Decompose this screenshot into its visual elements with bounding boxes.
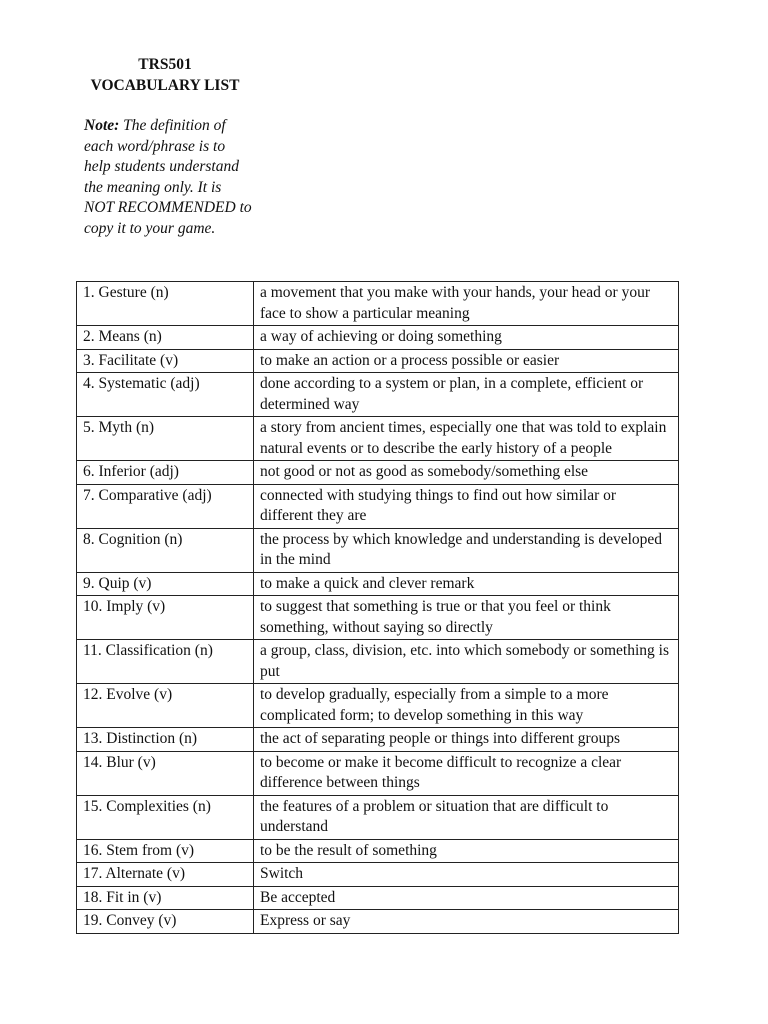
table-row	[77, 461, 679, 485]
vocab-term: 5. Myth (n)	[77, 417, 254, 461]
vocab-definition: to suggest that something is true or that you feel or think something, without saying so directly	[254, 596, 679, 640]
vocab-definition: the features of a problem or situation that are difficult to understand	[254, 795, 679, 839]
vocab-definition: a movement that you make with your hands, your head or your face to show a particular meaning	[254, 282, 679, 326]
vocab-term: 13. Distinction (n)	[77, 728, 254, 752]
vocab-definition: to develop gradually, especially from a simple to a more complicated form; to develop something in this way	[254, 684, 679, 728]
vocab-term: 7. Comparative (adj)	[77, 484, 254, 528]
table-row	[77, 839, 679, 863]
vocab-term: 3. Facilitate (v)	[77, 349, 254, 373]
vocab-term: 17. Alternate (v)	[77, 863, 254, 887]
vocab-definition: to make a quick and clever remark	[254, 572, 679, 596]
vocab-term: 14. Blur (v)	[77, 751, 254, 795]
table-row	[77, 326, 679, 350]
table-row	[77, 596, 679, 640]
table-row	[77, 684, 679, 728]
vocab-definition: to make an action or a process possible or easier	[254, 349, 679, 373]
table-row	[77, 349, 679, 373]
vocab-definition: to become or make it become difficult to recognize a clear difference between things	[254, 751, 679, 795]
vocab-term: 16. Stem from (v)	[77, 839, 254, 863]
vocab-definition: a story from ancient times, especially one that was told to explain natural events or to describe the early history of a people	[254, 417, 679, 461]
vocab-term: 15. Complexities (n)	[77, 795, 254, 839]
vocabulary-table	[76, 281, 679, 934]
table-row	[77, 484, 679, 528]
note-text: The definition of each word/phrase is to help students understand the meaning only. It is NOT RECOMMENDED to copy it to your game.	[84, 117, 252, 237]
course-code: TRS501	[138, 56, 192, 73]
table-row	[77, 417, 679, 461]
document-title	[82, 54, 248, 96]
table-row	[77, 751, 679, 795]
table-row	[77, 795, 679, 839]
table-row	[77, 728, 679, 752]
vocab-definition: connected with studying things to find out how similar or different they are	[254, 484, 679, 528]
vocab-term: 9. Quip (v)	[77, 572, 254, 596]
vocab-definition: not good or not as good as somebody/something else	[254, 461, 679, 485]
vocab-definition: Switch	[254, 863, 679, 887]
vocab-definition: Be accepted	[254, 886, 679, 910]
vocab-term: 11. Classification (n)	[77, 640, 254, 684]
table-row	[77, 886, 679, 910]
vocab-definition: the act of separating people or things into different groups	[254, 728, 679, 752]
vocab-definition: done according to a system or plan, in a complete, efficient or determined way	[254, 373, 679, 417]
vocab-term: 19. Convey (v)	[77, 910, 254, 934]
table-row	[77, 910, 679, 934]
vocab-term: 8. Cognition (n)	[77, 528, 254, 572]
vocab-term: 2. Means (n)	[77, 326, 254, 350]
vocab-term: 6. Inferior (adj)	[77, 461, 254, 485]
vocab-term: 12. Evolve (v)	[77, 684, 254, 728]
note-label: Note:	[84, 117, 120, 134]
table-row	[77, 863, 679, 887]
table-row	[77, 282, 679, 326]
vocab-definition: to be the result of something	[254, 839, 679, 863]
vocab-term: 4. Systematic (adj)	[77, 373, 254, 417]
table-row	[77, 572, 679, 596]
vocab-definition: a group, class, division, etc. into which somebody or something is put	[254, 640, 679, 684]
vocab-term: 10. Imply (v)	[77, 596, 254, 640]
table-row	[77, 528, 679, 572]
table-row	[77, 373, 679, 417]
vocab-definition: a way of achieving or doing something	[254, 326, 679, 350]
note-paragraph	[84, 116, 252, 240]
vocabulary-table-body	[77, 282, 679, 934]
vocab-definition: Express or say	[254, 910, 679, 934]
vocab-definition: the process by which knowledge and understanding is developed in the mind	[254, 528, 679, 572]
table-row	[77, 640, 679, 684]
list-title: VOCABULARY LIST	[90, 77, 240, 94]
vocab-term: 1. Gesture (n)	[77, 282, 254, 326]
vocab-term: 18. Fit in (v)	[77, 886, 254, 910]
